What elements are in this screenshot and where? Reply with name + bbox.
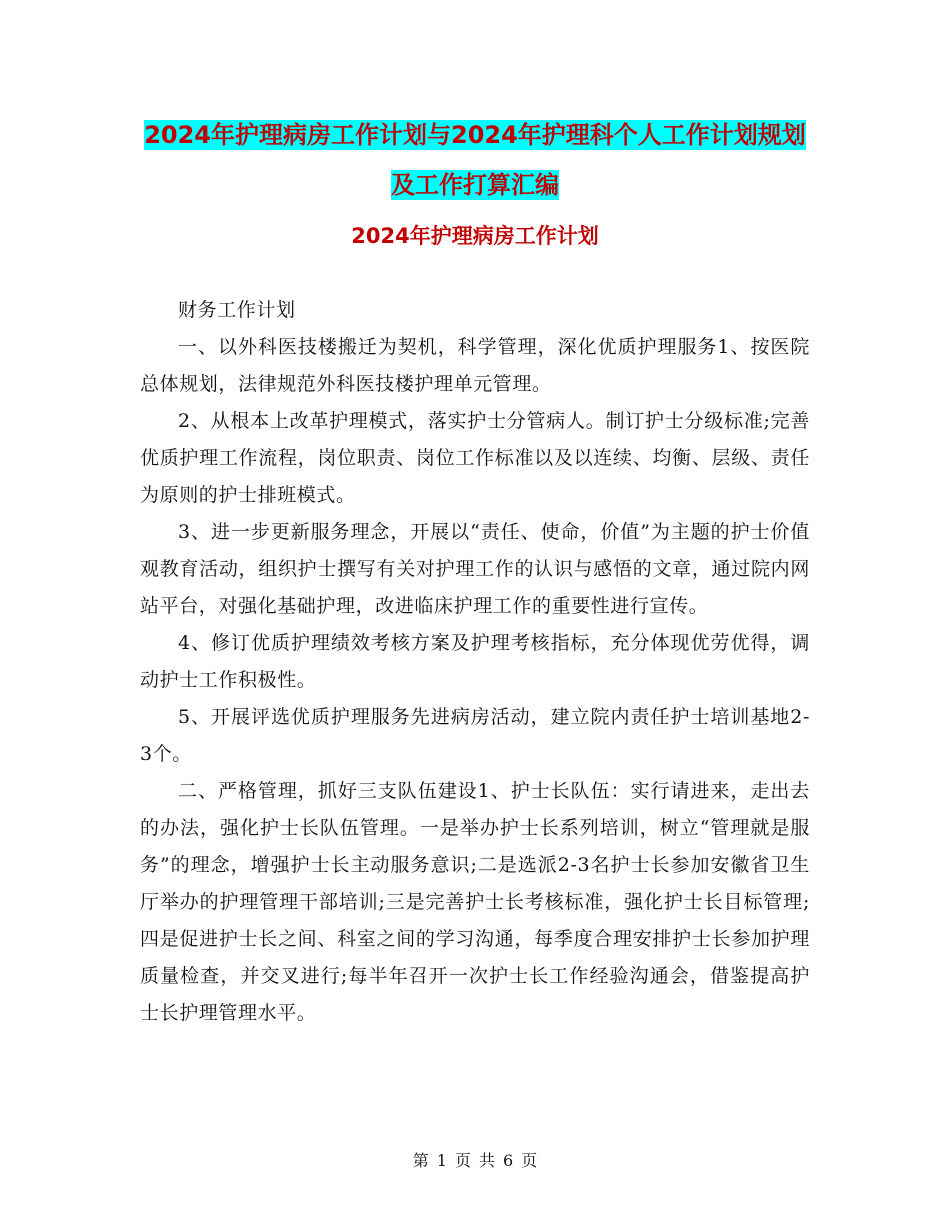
- footer-current-page: 1: [436, 1151, 447, 1170]
- paragraph: 二、严格管理，抓好三支队伍建设1、护士长队伍：实行请进来，走出去的办法，强化护士长队伍管理。一是举办护士长系列培训，树立“管理就是服务”的理念，增强护士长主动服务意识;二是选派2-3名护士长参加安徽省卫生厅举办的护理管理干部培训;三是完善护士长考核标准，强化护士长目标管理;四是促进护士长之间、科室之间的学习沟通，每季度合理安排护士长参加护理质量检查，并交叉进行;每半年召开一次护士长工作经验沟通会，借鉴提高护士长护理管理水平。: [140, 780, 810, 1024]
- document-body: [140, 292, 810, 1032]
- page-footer: [0, 1148, 950, 1171]
- document-title: [140, 110, 810, 210]
- paragraph: 4、修订优质护理绩效考核方案及护理考核指标，充分体现优劳优得，调动护士工作积极性。: [140, 632, 810, 691]
- footer-prefix: 第: [412, 1151, 429, 1170]
- section-title: 2024年护理病房工作计划: [351, 224, 599, 248]
- footer-total-pages: 6: [503, 1151, 514, 1170]
- paragraph: 5、开展评选优质护理服务先进病房活动，建立院内责任护士培训基地2-3个。: [140, 706, 810, 765]
- paragraph: 财务工作计划: [178, 299, 296, 321]
- footer-suffix: 页: [521, 1151, 538, 1170]
- footer-page-word: 页: [454, 1151, 471, 1170]
- document-title-text: 2024年护理病房工作计划与2024年护理科个人工作计划规划及工作打算汇编: [144, 121, 806, 199]
- paragraph: 2、从根本上改革护理模式，落实护士分管病人。制订护士分级标准;完善优质护理工作流程，岗位职责、岗位工作标准以及以连续、均衡、层级、责任为原则的护士排班模式。: [140, 410, 810, 506]
- paragraph: 3、进一步更新服务理念，开展以“责任、使命，价值”为主题的护士价值观教育活动，组织护士撰写有关对护理工作的认识与感悟的文章，通过院内网站平台，对强化基础护理，改进临床护理工作的重要性进行宣传。: [140, 521, 810, 617]
- footer-total-prefix: 共: [479, 1151, 496, 1170]
- paragraph: 一、以外科医技楼搬迁为契机，科学管理，深化优质护理服务1、按医院总体规划，法律规范外科医技楼护理单元管理。: [140, 336, 810, 395]
